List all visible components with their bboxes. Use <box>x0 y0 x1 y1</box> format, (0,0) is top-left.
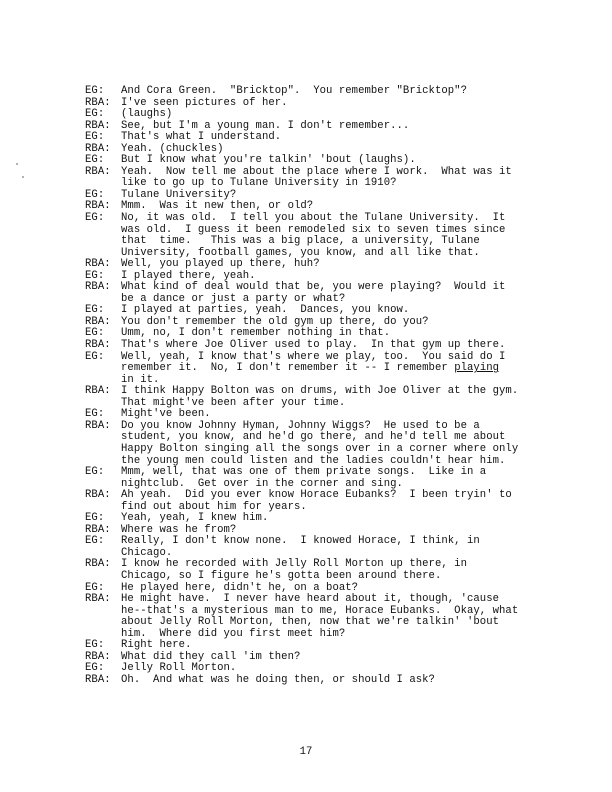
speaker-label: EG: <box>85 85 105 97</box>
transcript-turn <box>85 132 527 144</box>
speech-line: Yeah, yeah, I knew him. <box>121 512 269 525</box>
speaker-label: EG: <box>85 269 105 282</box>
speech-line: was old. I guess it been remodeled six to seven times since <box>121 223 506 236</box>
scan-speck <box>16 163 18 165</box>
speech-line: in it. <box>121 373 160 386</box>
speaker-label: RBA: <box>85 315 111 328</box>
speech-line: No, it was old. I tell you about the Tulane University. It <box>121 212 506 225</box>
speech-text <box>121 352 527 387</box>
speech-text <box>121 559 527 582</box>
transcript-turn <box>85 213 527 259</box>
transcript-turn <box>85 340 527 352</box>
speech-text <box>121 421 527 467</box>
speech-line: Mmm, well, that was one of them private songs. Like in a <box>121 466 487 479</box>
speaker-label: EG: <box>85 466 105 479</box>
speech-text <box>121 675 527 687</box>
speech-line: about Jelly Roll Morton, then, now that we're talkin' 'bout <box>121 616 500 629</box>
transcript-turn <box>85 490 527 513</box>
speech-line: I've seen pictures of her. <box>121 96 288 109</box>
speech-text <box>121 490 527 513</box>
speech-text <box>121 167 527 190</box>
speech-line: Mmm. Was it new then, or old? <box>121 200 314 213</box>
speech-line: Ah yeah. Did you ever know Horace Eubanks? I been tryin' to <box>121 489 512 502</box>
speaker-label: RBA: <box>85 385 111 398</box>
speech-line: find out about him for years. <box>121 500 307 513</box>
speech-line: Well, yeah, I know that's where we play, too. You said do I <box>121 350 506 363</box>
speaker-label: RBA: <box>85 339 111 352</box>
speech-line: That might've been after your time. <box>121 396 346 409</box>
speaker-label: RBA: <box>85 96 111 109</box>
speech-text <box>121 594 527 640</box>
speech-text <box>121 340 527 352</box>
speech-line: like to go up to Tulane University in 1910? <box>121 177 397 190</box>
speaker-label: RBA: <box>85 258 111 271</box>
speech-text <box>121 282 527 305</box>
speaker-label: RBA: <box>85 558 111 571</box>
speech-line: he--that's a mysterious man to me, Horace Eubanks. Okay, what <box>121 604 519 617</box>
transcript-turn <box>85 559 527 582</box>
speaker-label: EG: <box>85 327 105 340</box>
speaker-label: EG: <box>85 581 105 594</box>
transcript-turn <box>85 386 527 409</box>
speaker-label: EG: <box>85 639 105 652</box>
transcript-turn <box>85 421 527 467</box>
speaker-label: RBA: <box>85 593 111 606</box>
speech-text <box>121 536 527 559</box>
speech-line: Chicago, so I figure he's gotta been around there. <box>121 569 442 582</box>
speaker-label: RBA: <box>85 142 111 155</box>
speech-line: nightclub. Get over in the corner and sing. <box>121 477 403 490</box>
speech-line: remember it. No, I don't remember it -- I remember playing <box>121 362 500 375</box>
speech-line: He played here, didn't he, on a boat? <box>121 581 359 594</box>
speaker-label: RBA: <box>85 119 111 132</box>
speaker-label: RBA: <box>85 523 111 536</box>
speech-line: I played there, yeah. <box>121 269 256 282</box>
speaker-label: RBA: <box>85 673 111 686</box>
speaker-label: EG: <box>85 535 105 548</box>
speech-line: But I know what you're talkin' 'bout (laughs). <box>121 154 416 167</box>
speech-line: Umm, no, I don't remember nothing in that. <box>121 327 391 340</box>
transcript-turn <box>85 675 527 687</box>
speech-line: Tulane University? <box>121 188 237 201</box>
speaker-label: RBA: <box>85 165 111 178</box>
speech-line: He might have. I never have heard about it, though, 'cause <box>121 593 500 606</box>
speaker-label: EG: <box>85 408 105 421</box>
speech-line: See, but I'm a young man. I don't remember... <box>121 119 410 132</box>
speech-line: University, football games, you know, and all like that. <box>121 246 480 259</box>
transcript-turn <box>85 536 527 559</box>
speech-line: Might've been. <box>121 408 211 421</box>
speech-line: I think Happy Bolton was on drums, with Joe Oliver at the gym. <box>121 385 519 398</box>
speech-line: Jelly Roll Morton. <box>121 662 237 675</box>
speech-line: Chicago. <box>121 546 173 559</box>
speech-line: What kind of deal would that be, you were playing? Would it <box>121 281 506 294</box>
speech-line: that time. This was a big place, a university, Tulane <box>121 235 480 248</box>
speaker-label: EG: <box>85 512 105 525</box>
speech-line: student, you know, and he'd go there, and he'd tell me about <box>121 431 506 444</box>
scan-speck <box>22 176 24 178</box>
speech-line: him. Where did you first meet him? <box>121 627 346 640</box>
speech-line: That's where Joe Oliver used to play. In that gym up there. <box>121 339 506 352</box>
speech-line: be a dance or just a party or what? <box>121 292 346 305</box>
page-number: 17 <box>299 746 313 758</box>
underlined-word: playing <box>454 362 500 375</box>
speech-line: Well, you played up there, huh? <box>121 258 320 271</box>
speaker-label: RBA: <box>85 650 111 663</box>
transcript-turn <box>85 86 527 98</box>
transcript-turn <box>85 352 527 387</box>
speech-text <box>121 109 527 121</box>
transcript-turn <box>85 467 527 490</box>
speaker-label: RBA: <box>85 419 111 432</box>
transcript-turn <box>85 282 527 305</box>
speech-text <box>121 86 527 98</box>
transcript-turn <box>85 594 527 640</box>
transcript-turn <box>85 109 527 121</box>
speech-line: Do you know Johnny Hyman, Johnny Wiggs? He used to be a <box>121 419 480 432</box>
speaker-label: EG: <box>85 304 105 317</box>
speech-text <box>121 467 527 490</box>
speaker-label: EG: <box>85 108 105 121</box>
speaker-label: RBA: <box>85 489 111 502</box>
speech-line: I know he recorded with Jelly Roll Morton up there, in <box>121 558 467 571</box>
speech-line: Right here. <box>121 639 192 652</box>
speech-line: What did they call 'im then? <box>121 650 301 663</box>
speech-line: Oh. And what was he doing then, or should I ask? <box>121 673 435 686</box>
speaker-label: EG: <box>85 662 105 675</box>
speaker-label: EG: <box>85 350 105 363</box>
speech-line: That's what I understand. <box>121 131 282 144</box>
speech-text <box>121 386 527 409</box>
speech-line: Happy Bolton singing all the songs over in a corner where only <box>121 442 519 455</box>
speech-line: Yeah. Now tell me about the place where I work. What was it <box>121 165 512 178</box>
speaker-label: EG: <box>85 131 105 144</box>
speaker-label: EG: <box>85 154 105 167</box>
speech-line: Really, I don't know none. I knowed Horace, I think, in <box>121 535 480 548</box>
speaker-label: EG: <box>85 188 105 201</box>
speech-text <box>121 213 527 259</box>
speech-text <box>121 132 527 144</box>
speaker-label: RBA: <box>85 200 111 213</box>
interview-transcript <box>85 86 527 686</box>
speech-line: the young men could listen and the ladies couldn't hear him. <box>121 454 506 467</box>
speech-line: Yeah. (chuckles) <box>121 142 224 155</box>
speech-line: I played at parties, yeah. Dances, you know. <box>121 304 410 317</box>
transcript-turn <box>85 167 527 190</box>
speech-line: You don't remember the old gym up there, do you? <box>121 315 429 328</box>
speech-line: Where was he from? <box>121 523 237 536</box>
speech-line: (laughs) <box>121 108 173 121</box>
speaker-label: EG: <box>85 212 105 225</box>
speech-text <box>121 98 527 110</box>
speaker-label: RBA: <box>85 281 111 294</box>
speech-line: And Cora Green. "Bricktop". You remember "Bricktop"? <box>121 85 467 97</box>
